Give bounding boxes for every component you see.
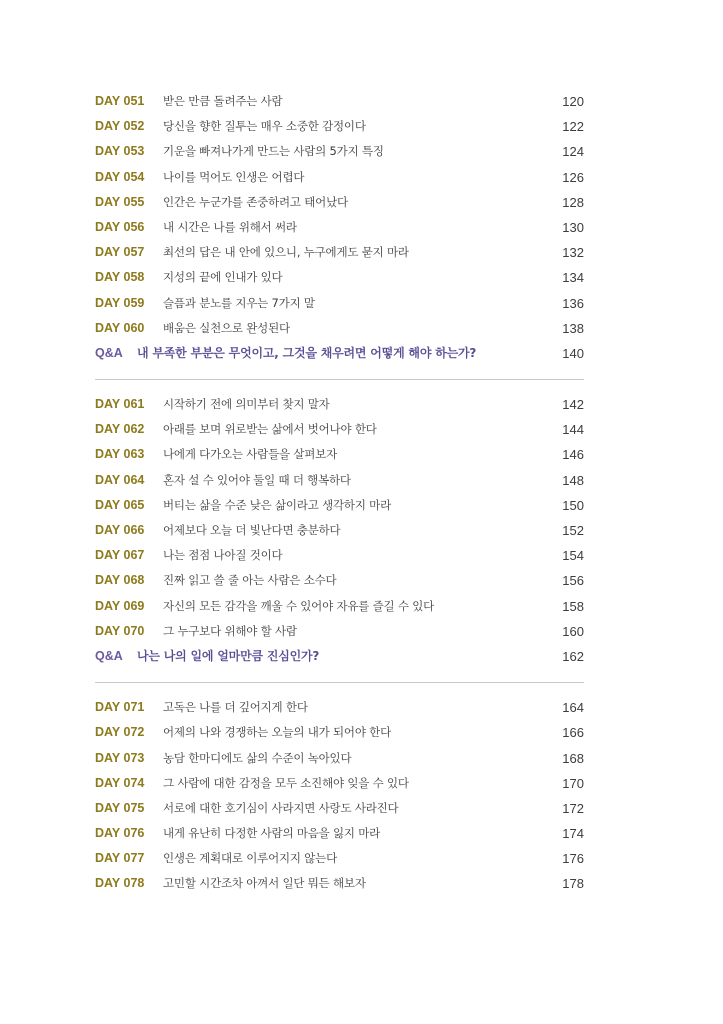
page-number: 134 bbox=[562, 270, 584, 286]
toc-entry[interactable] bbox=[95, 240, 584, 265]
page-number: 138 bbox=[562, 320, 584, 336]
day-number: DAY 051 bbox=[95, 94, 145, 108]
day-number: DAY 052 bbox=[95, 119, 145, 134]
entry-title: 배움은 실천으로 완성된다 bbox=[163, 320, 290, 335]
entry-title: 지성의 끝에 인내가 있다 bbox=[163, 270, 283, 285]
entry-title: 서로에 대한 호기심이 사라지면 사랑도 사라진다 bbox=[163, 800, 399, 815]
toc-entry[interactable] bbox=[95, 695, 584, 720]
page-number: 168 bbox=[562, 750, 584, 766]
entry-title: 슬픔과 분노를 지우는 7가지 말 bbox=[163, 295, 315, 310]
day-number: DAY 068 bbox=[95, 573, 145, 588]
entry-title: 나는 점점 나아질 것이다 bbox=[163, 548, 283, 563]
day-number: DAY 059 bbox=[95, 295, 145, 310]
toc-entry[interactable] bbox=[95, 871, 584, 896]
toc-section bbox=[95, 695, 584, 897]
toc-entry[interactable] bbox=[95, 316, 584, 341]
day-number: DAY 072 bbox=[95, 725, 145, 740]
page-number: 124 bbox=[562, 144, 584, 160]
day-number: DAY 073 bbox=[95, 750, 145, 765]
day-number: DAY 075 bbox=[95, 800, 145, 815]
entry-title: 그 사람에 대한 감정을 모두 소진해야 잊을 수 있다 bbox=[163, 775, 409, 790]
day-number: DAY 074 bbox=[95, 775, 145, 790]
day-number: DAY 054 bbox=[95, 169, 145, 184]
entry-title: 고민할 시간조차 아껴서 일단 뭐든 해보자 bbox=[163, 876, 366, 891]
page-number: 122 bbox=[562, 119, 584, 135]
section-divider bbox=[95, 682, 584, 683]
page-number: 158 bbox=[562, 598, 584, 614]
entry-title: 나이를 먹어도 인생은 어렵다 bbox=[163, 169, 305, 184]
entry-title: 인간은 누군가를 존중하려고 태어났다 bbox=[163, 194, 348, 209]
toc-section bbox=[95, 89, 584, 366]
entry-title: 진짜 읽고 쓸 줄 아는 사람은 소수다 bbox=[163, 573, 337, 588]
qa-entry[interactable] bbox=[95, 644, 584, 669]
page-number: 162 bbox=[562, 648, 584, 664]
toc-entry[interactable] bbox=[95, 543, 584, 568]
toc-entry[interactable] bbox=[95, 518, 584, 543]
toc-entry[interactable] bbox=[95, 568, 584, 593]
day-number: DAY 061 bbox=[95, 397, 145, 412]
qa-entry[interactable] bbox=[95, 341, 584, 366]
entry-title: 당신을 향한 질투는 매우 소중한 감정이다 bbox=[163, 119, 366, 134]
page-number: 164 bbox=[562, 700, 584, 716]
page-number: 140 bbox=[562, 345, 584, 361]
toc-entry[interactable] bbox=[95, 821, 584, 846]
entry-title: 그 누구보다 위해야 할 사람 bbox=[163, 623, 297, 638]
day-number: DAY 071 bbox=[95, 700, 145, 715]
page-number: 172 bbox=[562, 800, 584, 816]
page-number: 174 bbox=[562, 826, 584, 842]
entry-title: 받은 만큼 돌려주는 사람 bbox=[163, 94, 283, 108]
toc-entry[interactable] bbox=[95, 846, 584, 871]
page-number: 126 bbox=[562, 169, 584, 185]
entry-title: 인생은 계획대로 이루어지지 않는다 bbox=[163, 851, 337, 866]
toc-section bbox=[95, 392, 584, 669]
toc-entry[interactable] bbox=[95, 594, 584, 619]
toc-entry[interactable] bbox=[95, 139, 584, 164]
qa-title: 나는 나의 일에 얼마만큼 진심인가? bbox=[137, 648, 320, 663]
day-number: DAY 058 bbox=[95, 270, 145, 285]
toc-entry[interactable] bbox=[95, 265, 584, 290]
table-of-contents bbox=[95, 89, 584, 897]
day-number: DAY 067 bbox=[95, 548, 145, 563]
toc-entry[interactable] bbox=[95, 417, 584, 442]
day-number: DAY 077 bbox=[95, 851, 145, 866]
page-number: 142 bbox=[562, 397, 584, 413]
day-number: DAY 055 bbox=[95, 194, 145, 209]
toc-entry[interactable] bbox=[95, 392, 584, 417]
entry-title: 고독은 나를 더 깊어지게 한다 bbox=[163, 700, 308, 715]
toc-entry[interactable] bbox=[95, 720, 584, 745]
entry-title: 어제보다 오늘 더 빛난다면 충분하다 bbox=[163, 523, 341, 537]
day-number: DAY 065 bbox=[95, 497, 145, 512]
entry-title: 시작하기 전에 의미부터 찾지 말자 bbox=[163, 397, 330, 412]
entry-title: 내게 유난히 다정한 사람의 마음을 잃지 마라 bbox=[163, 826, 381, 841]
entry-title: 자신의 모든 감각을 깨울 수 있어야 자유를 즐길 수 있다 bbox=[163, 598, 435, 613]
qa-title: 내 부족한 부분은 무엇이고, 그것을 채우려면 어떻게 해야 하는가? bbox=[137, 345, 477, 360]
toc-entry[interactable] bbox=[95, 190, 584, 215]
day-number: DAY 062 bbox=[95, 422, 145, 437]
page-number: 136 bbox=[562, 295, 584, 311]
toc-entry[interactable] bbox=[95, 114, 584, 139]
toc-entry[interactable] bbox=[95, 468, 584, 493]
day-number: DAY 060 bbox=[95, 320, 145, 335]
day-number: DAY 053 bbox=[95, 144, 145, 159]
day-number: DAY 064 bbox=[95, 472, 145, 487]
page-number: 178 bbox=[562, 876, 584, 892]
page-number: 130 bbox=[562, 219, 584, 235]
toc-entry[interactable] bbox=[95, 771, 584, 796]
page-number: 144 bbox=[562, 422, 584, 438]
page-number: 166 bbox=[562, 725, 584, 741]
page-number: 152 bbox=[562, 523, 584, 538]
entry-title: 내 시간은 나를 위해서 써라 bbox=[163, 219, 297, 234]
page-number: 156 bbox=[562, 573, 584, 589]
day-number: DAY 063 bbox=[95, 447, 145, 462]
toc-entry[interactable] bbox=[95, 619, 584, 644]
page-number: 148 bbox=[562, 472, 584, 488]
page-number: 146 bbox=[562, 447, 584, 463]
toc-entry[interactable] bbox=[95, 291, 584, 316]
day-number: DAY 057 bbox=[95, 245, 145, 260]
page-number: 128 bbox=[562, 194, 584, 210]
day-number: DAY 078 bbox=[95, 876, 145, 891]
entry-title: 기운을 빠져나가게 만드는 사람의 5가지 특징 bbox=[163, 144, 384, 159]
page-number: 120 bbox=[562, 94, 584, 109]
entry-title: 버티는 삶을 수준 낮은 삶이라고 생각하지 마라 bbox=[163, 497, 392, 512]
page-number: 132 bbox=[562, 245, 584, 261]
entry-title: 어제의 나와 경쟁하는 오늘의 내가 되어야 한다 bbox=[163, 725, 392, 740]
day-number: DAY 070 bbox=[95, 623, 145, 638]
toc-entry[interactable] bbox=[95, 165, 584, 190]
toc-entry[interactable] bbox=[95, 442, 584, 467]
qa-label: Q&A bbox=[95, 345, 123, 360]
day-number: DAY 056 bbox=[95, 219, 145, 234]
qa-label: Q&A bbox=[95, 648, 123, 663]
toc-entry[interactable] bbox=[95, 215, 584, 240]
toc-entry[interactable] bbox=[95, 89, 584, 114]
toc-entry[interactable] bbox=[95, 796, 584, 821]
toc-entry[interactable] bbox=[95, 746, 584, 771]
page-number: 170 bbox=[562, 775, 584, 791]
page-number: 150 bbox=[562, 497, 584, 513]
day-number: DAY 076 bbox=[95, 826, 145, 841]
page-number: 176 bbox=[562, 851, 584, 867]
section-divider bbox=[95, 379, 584, 380]
entry-title: 농담 한마디에도 삶의 수준이 녹아있다 bbox=[163, 750, 352, 765]
day-number: DAY 069 bbox=[95, 598, 145, 613]
entry-title: 나에게 다가오는 사람들을 살펴보자 bbox=[163, 447, 337, 462]
day-number: DAY 066 bbox=[95, 523, 145, 537]
page-number: 154 bbox=[562, 548, 584, 564]
entry-title: 혼자 설 수 있어야 둘일 때 더 행복하다 bbox=[163, 472, 351, 487]
entry-title: 아래를 보며 위로받는 삶에서 벗어나야 한다 bbox=[163, 422, 377, 437]
toc-entry[interactable] bbox=[95, 493, 584, 518]
entry-title: 최선의 답은 내 안에 있으니, 누구에게도 묻지 마라 bbox=[163, 245, 409, 260]
page-number: 160 bbox=[562, 623, 584, 639]
